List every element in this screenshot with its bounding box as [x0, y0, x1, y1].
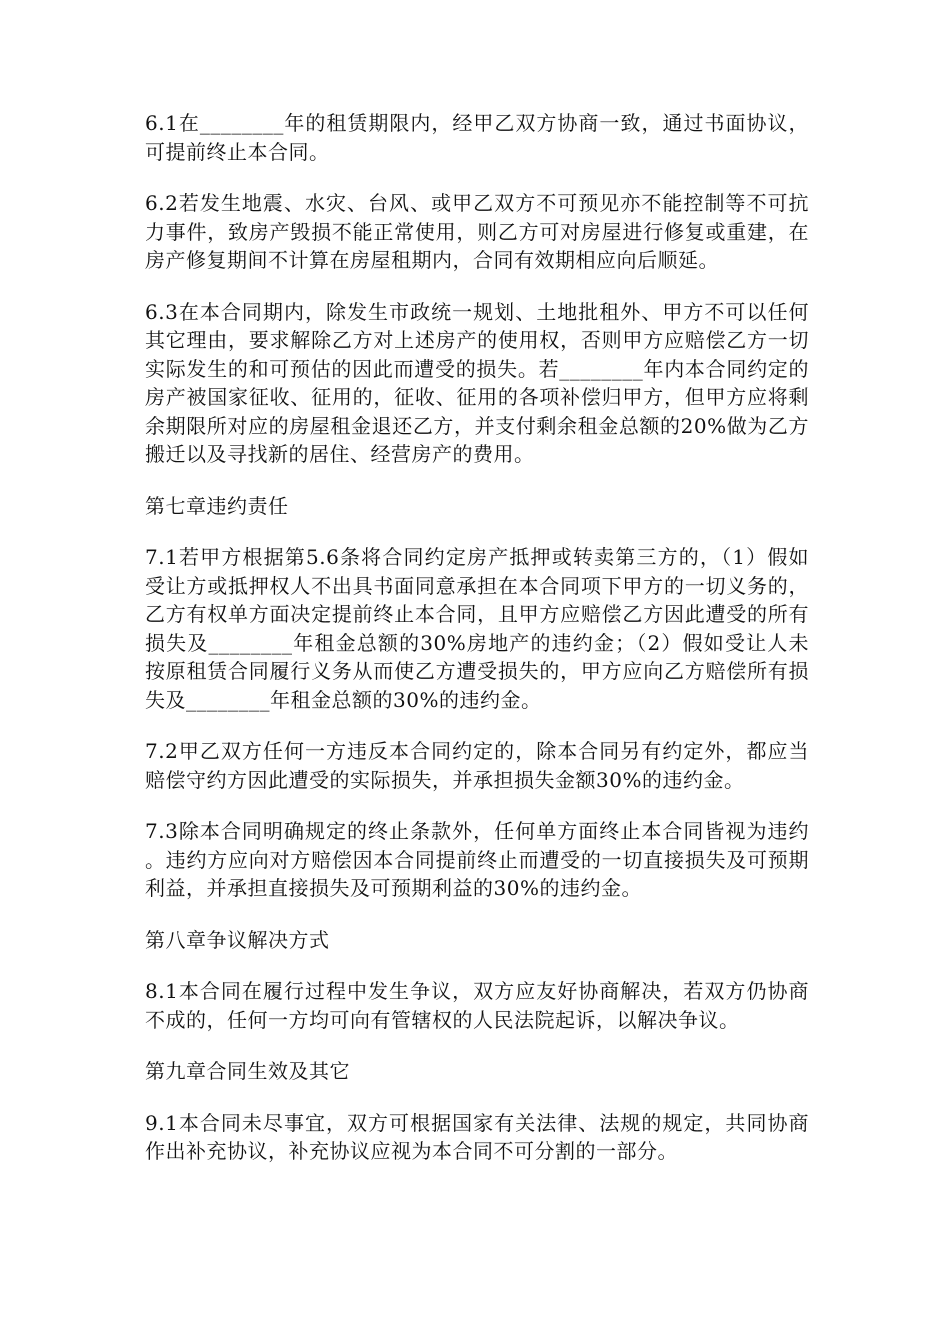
- clause-7-2: 7.2甲乙双方任何一方违反本合同约定的，除本合同另有约定外，都应当赔偿守约方因此遭受的实际损失，并承担损失金额30%的违约金。: [145, 739, 809, 792]
- clause-9-1: 9.1本合同未尽事宜，双方可根据国家有关法律、法规的规定，共同协商作出补充协议，补充协议应视为本合同不可分割的一部分。: [145, 1110, 809, 1163]
- clause-6-3: 6.3在本合同期内，除发生市政统一规划、土地批租外、甲方不可以任何其它理由，要求解除乙方对上述房产的使用权，否则甲方应赔偿乙方一切实际发生的和可预估的因此而遭受的损失。若________年内本合同约定的房产被国家征收、征用的，征收、征用的各项补偿归甲方，但甲方应将剩余期限所对应的房屋租金退还乙方，并支付剩余租金总额的20%做为乙方搬迁以及寻找新的居住、经营房产的费用。: [145, 299, 809, 466]
- contract-page: [145, 109, 809, 1189]
- chapter-7-heading: 第七章违约责任: [145, 493, 289, 518]
- clause-8-1: 8.1本合同在履行过程中发生争议，双方应友好协商解决，若双方仍协商不成的，任何一方均可向有管辖权的人民法院起诉，以解决争议。: [145, 979, 809, 1032]
- clause-6-2: 6.2若发生地震、水灾、台风、或甲乙双方不可预见亦不能控制等不可抗力事件，致房产毁损不能正常使用，则乙方可对房屋进行修复或重建，在房产修复期间不计算在房屋租期内，合同有效期相应向后顺延。: [145, 191, 809, 272]
- clause-7-1: 7.1若甲方根据第5.6条将合同约定房产抵押或转卖第三方的，（1）假如受让方或抵押权人不出具书面同意承担在本合同项下甲方的一切义务的，乙方有权单方面决定提前终止本合同，且甲方应赔偿乙方因此遭受的所有损失及________年租金总额的30%房地产的违约金；（2）假如受让人未按原租赁合同履行义务从而使乙方遭受损失的，甲方应向乙方赔偿所有损失及________年租金总额的30%的违约金。: [145, 545, 809, 712]
- clause-7-3: 7.3除本合同明确规定的终止条款外，任何单方面终止本合同皆视为违约。违约方应向对方赔偿因本合同提前终止而遭受的一切直接损失及可预期利益，并承担直接损失及可预期利益的30%的违约金。: [145, 819, 809, 900]
- chapter-8-heading: 第八章争议解决方式: [145, 927, 330, 952]
- chapter-9-heading: 第九章合同生效及其它: [145, 1059, 350, 1083]
- clause-6-1: 6.1在________年的租赁期限内，经甲乙双方协商一致，通过书面协议，可提前终止本合同。: [145, 111, 809, 164]
